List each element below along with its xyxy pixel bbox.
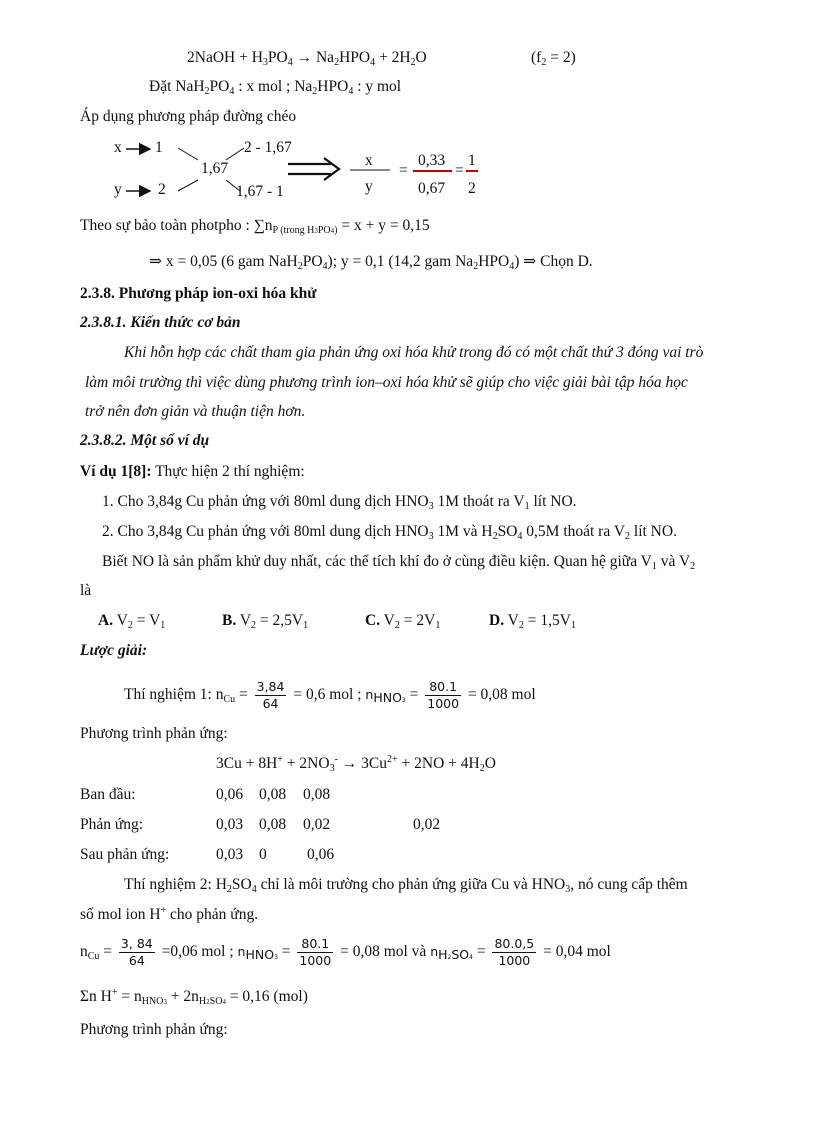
table-cell: 0,08 [259, 786, 287, 803]
table-cell: 0,03 [216, 846, 244, 863]
table-row-label: Ban đầu: [80, 786, 136, 803]
result-line: ⇒ x = 0,05 (6 gam $NaH_2PO_4$); y = 0,1 (14,2 gam $Na_2HPO_4$) ⇒ Chọn D. [149, 253, 593, 272]
solution-label: Lược giải: [80, 642, 148, 659]
sum-h-line: Σn $H^+ = n_{HNO3} + 2n_{H2SO4} = 0,16$ (mol) [80, 987, 308, 1007]
fraction-h2so4: $\frac{80.0,5}{1000}$ [494, 935, 535, 968]
subsection-heading-2: 2.3.8.2. Một số ví dụ [80, 432, 210, 449]
table-cell: 0,02 [413, 816, 441, 833]
table-cell: 0,06 [307, 846, 335, 863]
table-cell: 0 [259, 846, 267, 863]
reaction-label-2: Phương trình phản ứng: [80, 1021, 228, 1038]
subsection-heading-1: 2.3.8.1. Kiến thức cơ bản [80, 314, 241, 331]
example-title: Ví dụ 1[8]: Thực hiện 2 thí nghiệm: [80, 463, 305, 480]
para1-line2: làm môi trường thì việc dùng phương trình ion–oxi hóa khử sẽ giúp cho việc giải bài tập hóa học [85, 374, 688, 391]
question-line2: là [80, 582, 92, 599]
diagonal-frac-num: x [365, 152, 373, 169]
diagonal-value-num: 0,33 [418, 152, 446, 169]
diagonal-mid: 1,67 [201, 160, 229, 177]
table-row-label: Sau phản ứng: [80, 846, 170, 863]
ionic-equation: $3Cu + 8H^+ + 2NO_3^- \to 3Cu^{2+} + 2NO + 4H_2O$ [216, 754, 496, 774]
diagonal-one: 1 [155, 139, 163, 156]
fraction-hno3-1: $\frac{80.1}{1000}$ [427, 678, 460, 711]
conservation-line: Theo sự bảo toàn photpho : $\sum n_{P (trong H3PO4)} = x + y = 0,15$ [80, 217, 430, 236]
diagonal-ratio-den: 2 [468, 180, 476, 197]
table-cell: 0,08 [259, 816, 287, 833]
table-cell: 0,02 [303, 816, 331, 833]
diagonal-frac-den: y [365, 178, 373, 195]
choice-b: B. $V_2 = 2,5V_1$ [222, 612, 309, 631]
reaction-label-1: Phương trình phản ứng: [80, 725, 228, 742]
choice-a: A. $V_2 = V_1$ [98, 612, 166, 631]
fraction-cu-2: $\frac{3, 84}{64}$ [120, 935, 153, 968]
table-cell: 0,06 [216, 786, 244, 803]
experiment-2-calc: $n_{Cu}$ = $\frac{3, 84}{64}$ =0,06 mol ; $n_{HNO3}$ = $\frac{80.1}{1000}$ = 0,08 mol và $n_{H2SO4}$ = $\frac{80.0,5}{1000}$ = 0,04 mol [80, 935, 611, 968]
diagonal-ratio-num: 1 [468, 152, 476, 169]
section-heading: 2.3.8. Phương pháp ion-oxi hóa khử [80, 285, 317, 302]
diagonal-value-den: 0,67 [418, 180, 446, 197]
experiment-2-intro-cont: số mol ion H+ cho phản ứng. [80, 905, 259, 923]
question-line1: Biết NO là sản phẩm khử duy nhất, các thể tích khí đo ở cùng điều kiện. Quan hệ giữa $V_1$ và $V_2$ [102, 553, 696, 572]
choice-d: D. $V_2 = 1,5V_1$ [489, 612, 576, 631]
fraction-hno3-2: $\frac{80.1}{1000}$ [299, 935, 332, 968]
diagonal-intro: Áp dụng phương pháp đường chéo [80, 108, 297, 125]
diagonal-eq: = [399, 162, 408, 179]
table-cell: 0,08 [303, 786, 331, 803]
table-cell: 0,03 [216, 816, 244, 833]
set-variables-line: Đặt $NaH_2PO_4$ : x mol ; $Na_2HPO_4$ : y mol [149, 78, 402, 97]
diagonal-two: 2 [158, 181, 166, 198]
diagonal-bot-right: 1,67 - 1 [236, 183, 284, 200]
diagonal-x-label: x [114, 139, 122, 156]
diagonal-eq2: = [455, 162, 464, 179]
diagonal-y-label: y [114, 181, 122, 198]
experiment-2: 2. Cho 3,84g Cu phản ứng với 80ml dung dịch $HNO_3$ 1M và $H_2SO_4$ 0,5M thoát ra $V_2$ lít NO. [102, 523, 677, 542]
para1-line1: Khi hỗn hợp các chất tham gia phản ứng oxi hóa khử trong đó có một chất thứ 3 đóng vai trò [124, 344, 704, 361]
diagonal-top-right: 2 - 1,67 [244, 139, 292, 156]
fraction-cu-1: $\frac{3,84}{64}$ [256, 678, 285, 711]
table-row-label: Phản ứng: [80, 816, 144, 833]
experiment-1-calc: Thí nghiệm 1: $n_{Cu}$ = $\frac{3,84}{64}$ = 0,6 mol ; $n_{HNO3}$ = $\frac{80.1}{1000}$ = 0,08 mol [124, 678, 536, 711]
para1-line3: trở nên đơn giản và thuận tiện hơn. [85, 403, 306, 420]
experiment-2-intro: Thí nghiệm 2: $H_2SO_4$ chỉ là môi trường cho phản ứng giữa Cu và $HNO_3$, nó cung cấp thêm [124, 876, 688, 895]
equation-f2: 2NaOH + $H_3PO_4 \to Na_2HPO_4 + 2H_2O$ [187, 49, 427, 68]
experiment-1: 1. Cho 3,84g Cu phản ứng với 80ml dung dịch $HNO_3$ 1M thoát ra $V_1$ lít NO. [102, 493, 577, 512]
choice-c: C. $V_2 = 2V_1$ [365, 612, 441, 631]
equation-factor: $(f_2 = 2)$ [531, 49, 576, 68]
